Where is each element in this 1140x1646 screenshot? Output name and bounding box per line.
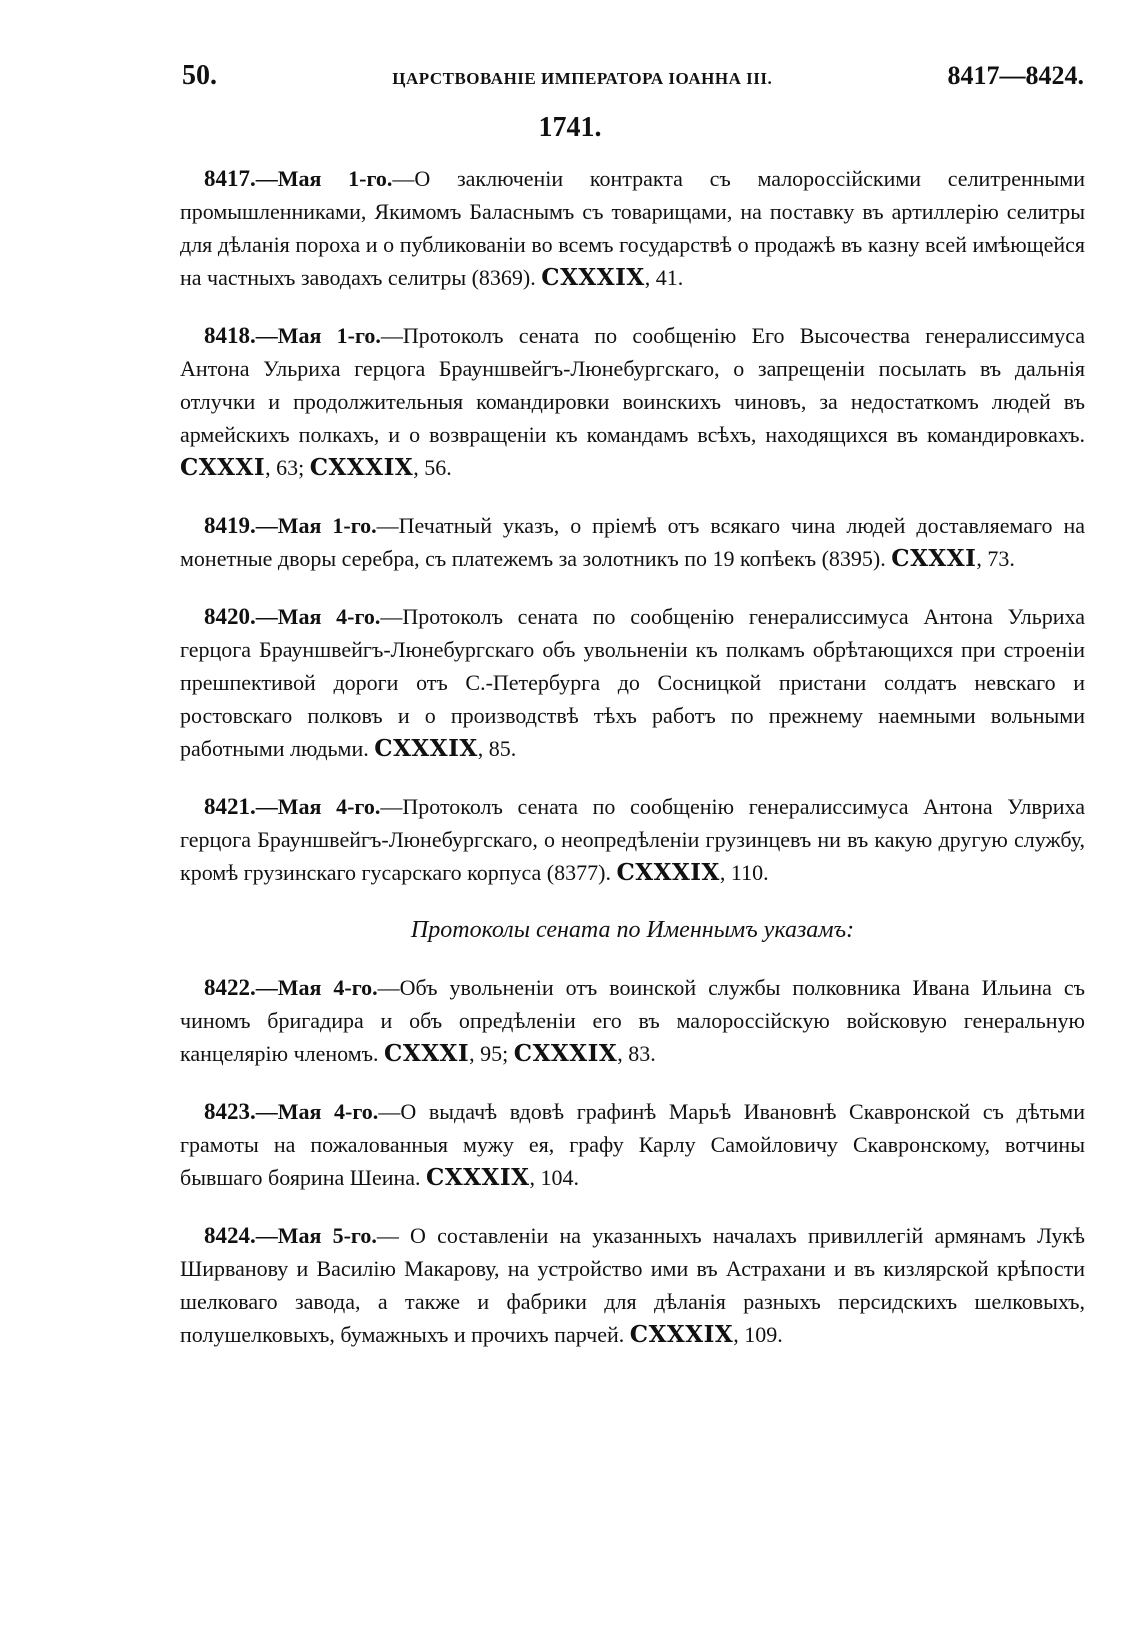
volume-reference: CXXXIX	[629, 1321, 734, 1348]
volume-reference: CXXXIX	[374, 735, 478, 762]
volume-reference: CXXXI	[180, 454, 266, 481]
page-reference: , 56.	[413, 455, 452, 480]
entry-date: —Мая 1-го.	[255, 323, 381, 348]
page-reference: , 85.	[477, 736, 517, 761]
entry-8424	[180, 1219, 1085, 1351]
entry-number: 8418.	[204, 323, 256, 348]
entry-8417	[180, 162, 1085, 294]
entry-8421	[180, 790, 1085, 889]
entry-text: —Печатный указъ, о пріемѣ отъ всякаго чина людей доставляемаго на монетные дворы серебра, съ платежемъ за золотникъ по 19 копѣекъ (8395).	[180, 513, 1086, 571]
page-reference: , 110.	[719, 860, 769, 885]
entry-8418	[180, 319, 1085, 484]
entry-8423	[180, 1095, 1085, 1194]
entry-number: 8421.	[204, 794, 256, 819]
entry-8419	[180, 509, 1085, 575]
volume-reference: CXXXIX	[309, 454, 414, 481]
entry-number: 8420.	[204, 604, 256, 629]
page-reference: , 41.	[644, 265, 684, 290]
entry-8422	[180, 971, 1085, 1070]
entry-number: 8423.	[204, 1099, 256, 1124]
entry-text: —О заключеніи контракта съ малороссійскими селитренными промышленниками, Якимомъ Баласнымъ съ товарищами, на поставку въ артиллерію селитры для дѣланія пороха и о публикованіи во всемъ государствѣ о продажѣ въ казну всей имѣющейся на частныхъ заводахъ селитры (8369).	[180, 166, 1085, 290]
entry-text: —О выдачѣ вдовѣ графинѣ Марьѣ Ивановнѣ Скавронской съ дѣтьми грамоты на пожалованныя мужу ея, графу Карлу Самойловичу Скавронскому, вотчины бывшаго боярина Шеина.	[180, 1099, 1085, 1190]
page-reference: , 104.	[529, 1165, 579, 1190]
page-reference: , 109.	[733, 1322, 783, 1347]
page-reference: , 95;	[469, 1041, 514, 1066]
page-header	[182, 60, 1084, 100]
volume-reference: CXXXI	[891, 545, 977, 572]
entry-date: —Мая 1-го.	[255, 513, 377, 538]
volume-reference: CXXXI	[384, 1040, 470, 1067]
volume-reference: CXXXIX	[513, 1040, 618, 1067]
entry-text: —Протоколъ сената по сообщенію генералиссимуса Антона Ульриха герцога Брауншвейгъ-Люнебургскаго объ увольненіи къ полкамъ обрѣтающихся при строеніи прешпективой дороги отъ С.-Петербурга до Сосницкой пристани солдатъ невскаго и ростовскаго полковъ и о производствѣ тѣхъ работъ по прежнему наемными вольными работными людьми.	[180, 604, 1085, 761]
year-heading: 1741.	[538, 112, 602, 143]
entry-text: —Протоколъ сената по сообщенію генералиссимуса Антона Улвриха герцога Брауншвейгъ-Люнебургскаго, о неопредѣленіи грузинцевъ ни въ какую другую службу, кромѣ грузинскаго гусарскаго корпуса (8377).	[180, 794, 1085, 885]
volume-reference: CXXXIX	[426, 1164, 530, 1191]
entry-text: — О составленіи на указанныхъ началахъ привиллегій армянамъ Лукѣ Ширванову и Василію Макарову, на устройство ими въ Астрахани и въ кизлярской крѣпости шелковаго завода, а также и фабрики для дѣланія разныхъ персидскихъ шелковыхъ, полушелковыхъ, бумажныхъ и прочихъ парчей.	[180, 1223, 1085, 1347]
volume-reference: CXXXIX	[541, 264, 645, 291]
entry-text: —Протоколъ сената по сообщенію Его Высочества генералиссимуса Антона Ульриха герцога Брауншвейгъ-Люнебургскаго, о запрещеніи посылать въ дальнія отлучки и продолжительныя командировки воинскихъ чиновъ, за недостаткомъ людей въ армейскихъ полкахъ, и о возвращеніи къ командамъ всѣхъ, находящихся въ командировкахъ.	[180, 323, 1085, 447]
entry-date: —Мая 4-го.	[255, 975, 378, 1000]
entry-date: —Мая 4-го.	[255, 604, 381, 629]
entry-8420	[180, 600, 1085, 765]
document-range: 8417—8424.	[947, 61, 1084, 90]
page-reference: , 73.	[976, 546, 1015, 571]
entry-number: 8424.	[204, 1223, 256, 1248]
page-number: 50.	[182, 60, 217, 91]
page-reference: , 63;	[265, 455, 310, 480]
body-text	[180, 162, 1085, 1376]
entry-date: —Мая 1-го.	[255, 166, 393, 191]
entry-number: 8422.	[204, 975, 256, 1000]
running-title: ЦАРСТВОВАНІЕ ИМПЕРАТОРА ІОАННА III.	[392, 69, 773, 88]
entry-date: —Мая 4-го.	[255, 794, 381, 819]
volume-reference: CXXXIX	[616, 859, 720, 886]
entry-number: 8419.	[204, 513, 256, 538]
entry-number: 8417.	[204, 166, 256, 191]
entry-date: —Мая 5-го.	[255, 1223, 377, 1248]
section-heading: Протоколы сената по Именнымъ указамъ:	[410, 917, 855, 943]
entry-text: —Объ увольненіи отъ воинской службы полковника Ивана Ильина съ чиномъ бригадира и объ опредѣленіи его въ малороссійскую войсковую генеральную канцелярію членомъ.	[180, 975, 1085, 1066]
entry-date: —Мая 4-го.	[255, 1099, 379, 1124]
page-reference: , 83.	[617, 1041, 656, 1066]
